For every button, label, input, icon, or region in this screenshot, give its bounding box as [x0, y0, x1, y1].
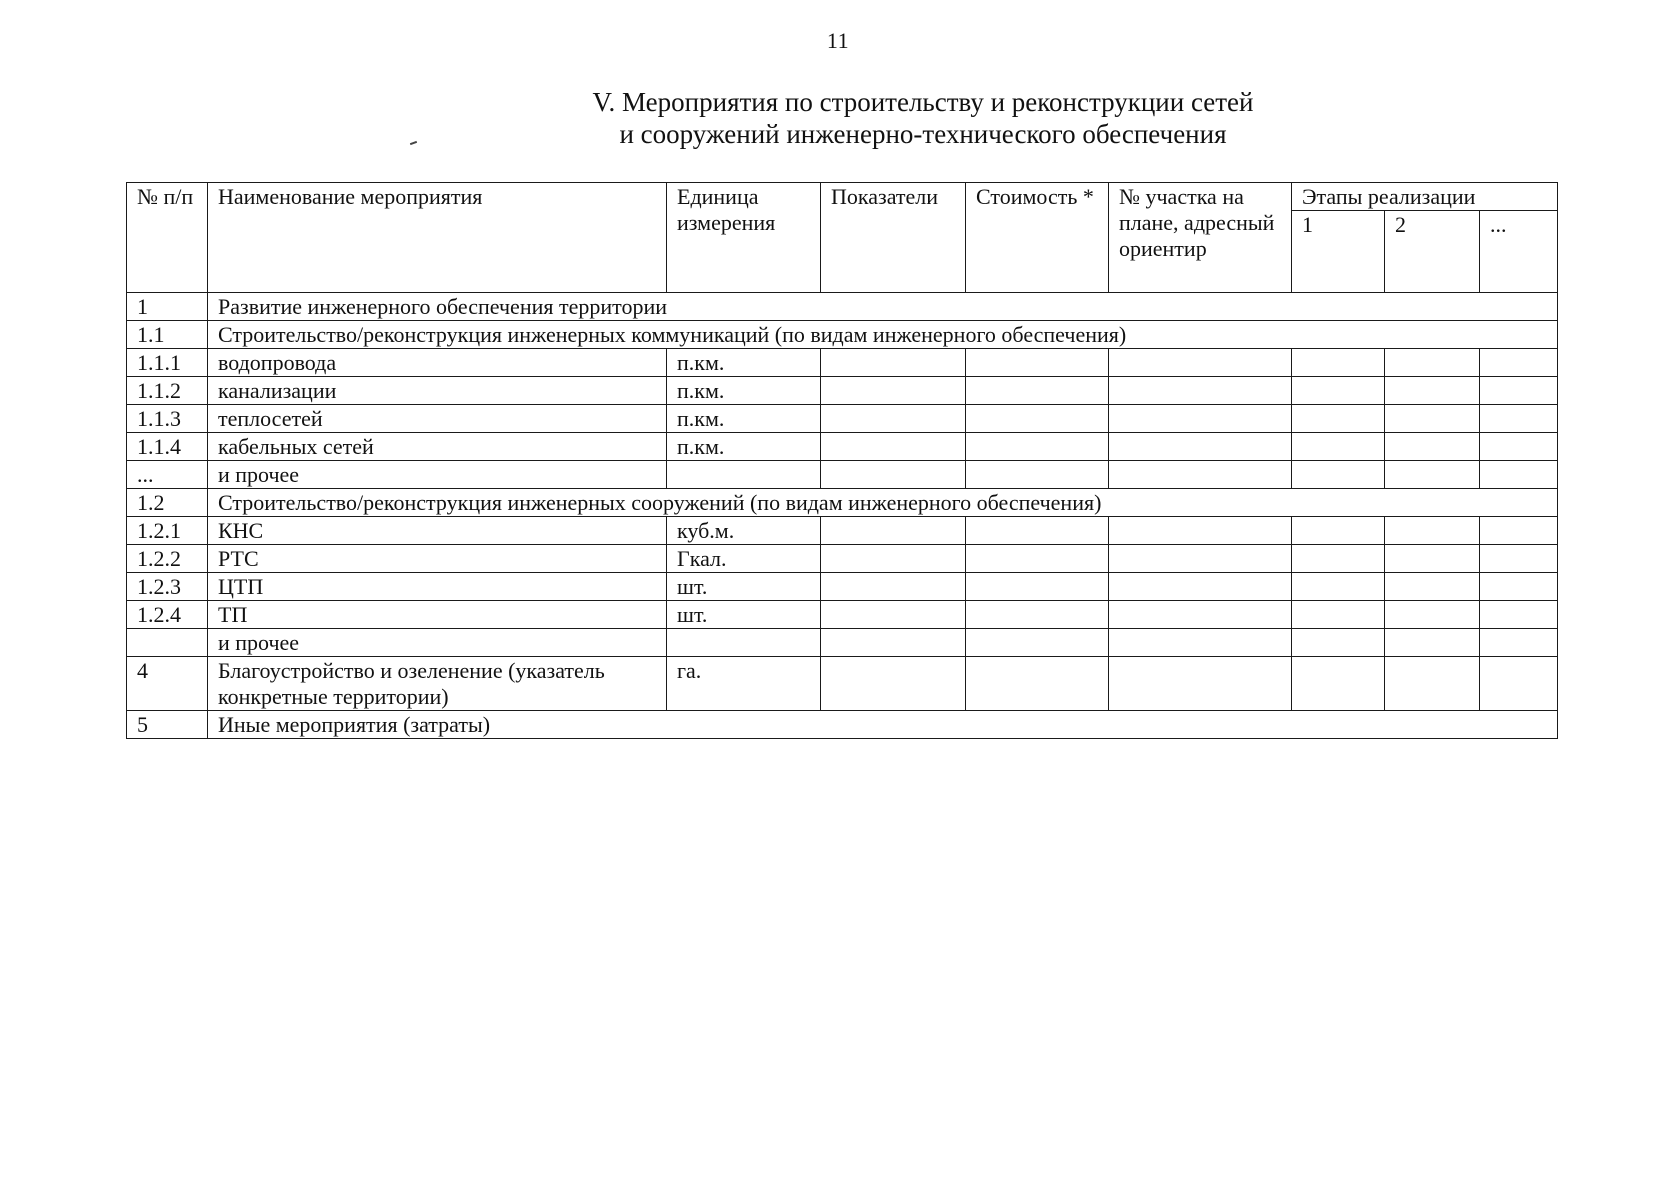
row-unit: шт.	[667, 601, 821, 629]
section-heading	[0, 86, 1676, 150]
row-stage-1	[1292, 377, 1385, 405]
section-heading-line-1: V. Мероприятия по строительству и реконструкции сетей	[592, 87, 1254, 117]
row-stage-2	[1385, 377, 1480, 405]
table-row	[127, 293, 1558, 321]
row-plot	[1109, 433, 1292, 461]
row-number: 1.2.4	[127, 601, 208, 629]
table-row	[127, 601, 1558, 629]
row-stage-more	[1480, 573, 1558, 601]
row-stage-1	[1292, 573, 1385, 601]
row-unit: га.	[667, 657, 821, 711]
row-plot	[1109, 349, 1292, 377]
row-indicators	[821, 461, 966, 489]
header-stage-more: ...	[1480, 211, 1558, 293]
row-stage-2	[1385, 433, 1480, 461]
row-stage-1	[1292, 629, 1385, 657]
header-stage-2: 2	[1385, 211, 1480, 293]
row-stage-more	[1480, 517, 1558, 545]
row-stage-2	[1385, 349, 1480, 377]
row-cost	[966, 629, 1109, 657]
row-unit	[667, 629, 821, 657]
row-stage-1	[1292, 657, 1385, 711]
table-row	[127, 657, 1558, 711]
row-indicators	[821, 629, 966, 657]
row-stage-more	[1480, 461, 1558, 489]
row-indicators	[821, 545, 966, 573]
row-indicators	[821, 517, 966, 545]
row-name: Иные мероприятия (затраты)	[208, 711, 1558, 739]
row-stage-2	[1385, 573, 1480, 601]
row-stage-more	[1480, 377, 1558, 405]
row-unit: куб.м.	[667, 517, 821, 545]
row-cost	[966, 349, 1109, 377]
header-stages: Этапы реализации	[1292, 183, 1558, 211]
row-stage-more	[1480, 405, 1558, 433]
row-unit: п.км.	[667, 405, 821, 433]
row-indicators	[821, 433, 966, 461]
row-unit: п.км.	[667, 433, 821, 461]
table-row	[127, 517, 1558, 545]
row-name: Строительство/реконструкция инженерных коммуникаций (по видам инженерного обеспечения)	[208, 321, 1558, 349]
row-name: и прочее	[208, 629, 667, 657]
row-cost	[966, 657, 1109, 711]
row-indicators	[821, 657, 966, 711]
table-row	[127, 629, 1558, 657]
row-number: 1.2.2	[127, 545, 208, 573]
table-row	[127, 433, 1558, 461]
row-cost	[966, 433, 1109, 461]
row-number	[127, 629, 208, 657]
table-row	[127, 573, 1558, 601]
row-stage-1	[1292, 433, 1385, 461]
row-number: 1.1.3	[127, 405, 208, 433]
row-name: канализации	[208, 377, 667, 405]
row-plot	[1109, 405, 1292, 433]
header-name: Наименование мероприятия	[208, 183, 667, 293]
row-unit: п.км.	[667, 349, 821, 377]
row-plot	[1109, 461, 1292, 489]
row-number: 5	[127, 711, 208, 739]
row-unit: шт.	[667, 573, 821, 601]
row-stage-more	[1480, 629, 1558, 657]
row-stage-1	[1292, 545, 1385, 573]
row-stage-1	[1292, 601, 1385, 629]
row-indicators	[821, 573, 966, 601]
row-unit: п.км.	[667, 377, 821, 405]
header-row	[127, 183, 1558, 211]
row-stage-1	[1292, 461, 1385, 489]
row-cost	[966, 545, 1109, 573]
row-number: 1	[127, 293, 208, 321]
row-unit	[667, 461, 821, 489]
measures-table	[126, 182, 1558, 739]
row-number: 1.2	[127, 489, 208, 517]
row-plot	[1109, 517, 1292, 545]
row-name: Строительство/реконструкция инженерных сооружений (по видам инженерного обеспечения)	[208, 489, 1558, 517]
row-stage-2	[1385, 545, 1480, 573]
row-name: и прочее	[208, 461, 667, 489]
row-stage-more	[1480, 433, 1558, 461]
row-stage-1	[1292, 517, 1385, 545]
row-number: 1.2.1	[127, 517, 208, 545]
row-name: ТП	[208, 601, 667, 629]
row-plot	[1109, 629, 1292, 657]
header-indicators: Показатели	[821, 183, 966, 293]
header-cost: Стоимость *	[966, 183, 1109, 293]
row-cost	[966, 461, 1109, 489]
table-row	[127, 349, 1558, 377]
row-name: теплосетей	[208, 405, 667, 433]
row-stage-more	[1480, 657, 1558, 711]
row-stage-2	[1385, 601, 1480, 629]
row-number: 1.1.2	[127, 377, 208, 405]
row-cost	[966, 601, 1109, 629]
row-stage-more	[1480, 601, 1558, 629]
row-plot	[1109, 573, 1292, 601]
row-number: 1.1	[127, 321, 208, 349]
row-stage-2	[1385, 657, 1480, 711]
row-name: ЦТП	[208, 573, 667, 601]
header-plot: № участка на плане, адресный ориентир	[1109, 183, 1292, 293]
row-cost	[966, 573, 1109, 601]
row-unit: Гкал.	[667, 545, 821, 573]
row-stage-2	[1385, 517, 1480, 545]
row-number: 1.1.4	[127, 433, 208, 461]
table-row	[127, 377, 1558, 405]
row-cost	[966, 405, 1109, 433]
row-cost	[966, 517, 1109, 545]
row-number: ...	[127, 461, 208, 489]
header-stage-1: 1	[1292, 211, 1385, 293]
row-cost	[966, 377, 1109, 405]
row-number: 4	[127, 657, 208, 711]
measures-table-body	[127, 183, 1558, 739]
row-stage-2	[1385, 461, 1480, 489]
row-plot	[1109, 545, 1292, 573]
row-plot	[1109, 601, 1292, 629]
row-stage-1	[1292, 349, 1385, 377]
row-name: Благоустройство и озеленение (указатель конкретные территории)	[208, 657, 667, 711]
section-heading-line-2: и сооружений инженерно-технического обеспечения	[619, 119, 1227, 149]
row-stage-more	[1480, 349, 1558, 377]
row-stage-2	[1385, 405, 1480, 433]
table-row	[127, 405, 1558, 433]
row-plot	[1109, 657, 1292, 711]
table-row	[127, 321, 1558, 349]
page-number: 11	[826, 28, 850, 53]
table-row	[127, 489, 1558, 517]
row-name: КНС	[208, 517, 667, 545]
row-plot	[1109, 377, 1292, 405]
row-name: водопровода	[208, 349, 667, 377]
header-num: № п/п	[127, 183, 208, 293]
row-indicators	[821, 601, 966, 629]
row-indicators	[821, 405, 966, 433]
row-name: Развитие инженерного обеспечения территории	[208, 293, 1558, 321]
row-name: РТС	[208, 545, 667, 573]
row-indicators	[821, 349, 966, 377]
row-number: 1.2.3	[127, 573, 208, 601]
row-indicators	[821, 377, 966, 405]
row-stage-more	[1480, 545, 1558, 573]
table-row	[127, 545, 1558, 573]
row-stage-2	[1385, 629, 1480, 657]
row-number: 1.1.1	[127, 349, 208, 377]
table-row	[127, 711, 1558, 739]
table-row	[127, 461, 1558, 489]
row-stage-1	[1292, 405, 1385, 433]
row-name: кабельных сетей	[208, 433, 667, 461]
header-unit: Единица измерения	[667, 183, 821, 293]
